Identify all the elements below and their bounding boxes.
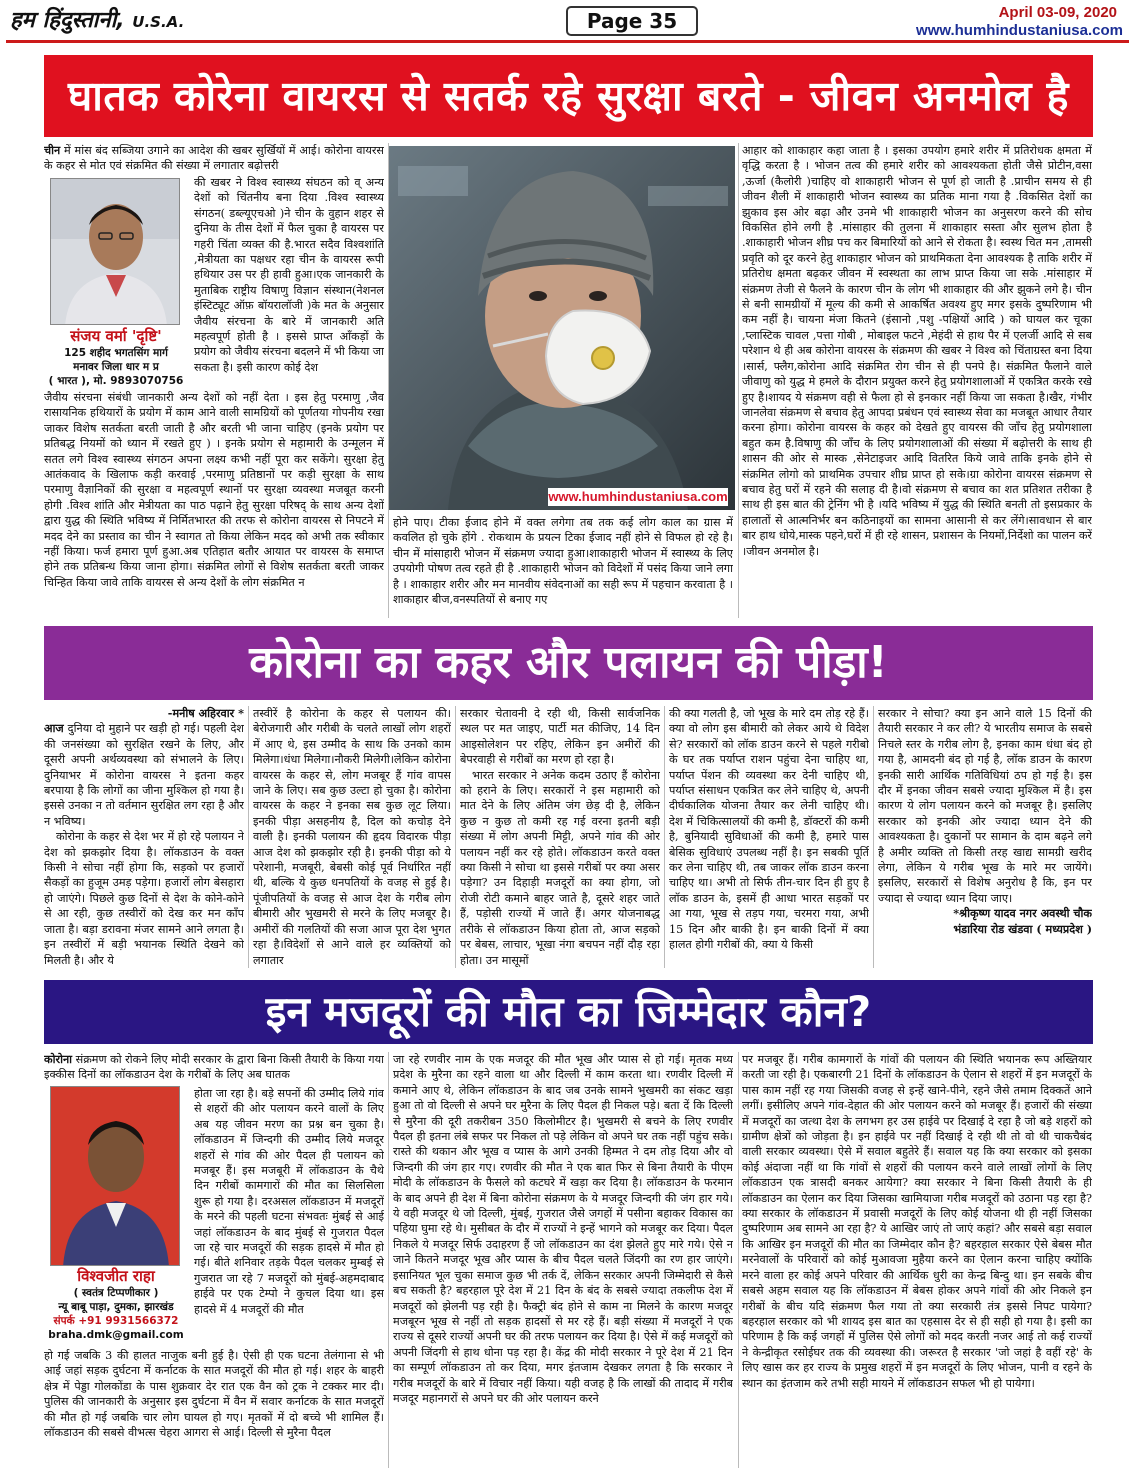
article1-col1-side: [194, 175, 384, 390]
article1-col2-text: होने पाए। टीका ईजाद होने में वक्त लगेगा तब तक कई लोग काल का ग्रास में कवलित हो चुके होंगे . रोकथाम के प्रयत्न टिका ईजाद नहीं होने से विफल हो रहे है।चीन में मांसाहारी भोजन में संक्रमण ज्यादा हुआ।शाकाहारी भोजन में स्वास्थ्य के लिए उपयोगी पोषण तत्व रहते ही है .शाकाहारी भोजन को विदेशों में पसंद किया जाने लगा है । शाकाहार शरीर और मन मानवीय संवेदनाओं का सही रूप में पहचान करवाता है । शाकाहार बीज,वनस्पतियों से बनाए गए: [393, 516, 733, 607]
masthead: [0, 0, 1135, 44]
author1-address-line3: ( भारत ), मो. 9893070756: [48, 375, 184, 387]
column-divider: [455, 706, 456, 968]
author1-address-line2: मनावर जिला धार म प्र: [73, 361, 159, 373]
author1-caption: [44, 326, 188, 386]
article3-col3: [742, 1052, 1092, 1468]
article2-col5-text: सरकार ने सोचा? क्या इन आने वाले 15 दिनों की तैयारी सरकार ने कर ली? ये भारतीय समाज के सबसे निचले स्तर के गरीब लोग है, इनका काम धंधा बंद हो गया है, आमदनी बंद हो गई है, लॉक डाउन के कारण इनकी सारी आर्थिक गतिविधियां ठप हो गई है। इस दौर में इनका जीवन सबसे ज्यादा मुश्किल में है। इस कारण ये लोग पलायन करने को मजबूर है। इसलिए सरकार को इनकी ओर ज्यादा ध्यान देने की आवश्यकता है। दुकानों पर सामान के दाम बढ़ने लगे है अमीर व्यक्ति तो किसी तरह खाद्य सामग्री खरीद लेगा, लेकिन ये गरीब भूख के मारे मर जायेंगे। इसलिए, सरकारों से विशेष अनुरोध है कि, इन पर ज्यादा से ज्यादा ध्यान दिया जाए।: [878, 707, 1092, 905]
article2-col4: [669, 706, 869, 968]
article3-col1-intro: [44, 1052, 384, 1088]
article1-dropword: चीन: [44, 143, 61, 157]
column-divider: [248, 706, 249, 968]
article3-headline: इन मजदूरों की मौत का जिम्मेदार कौन?: [44, 980, 1093, 1044]
newspaper-logo: [10, 4, 184, 34]
author3-email[interactable]: braha.dmk@gmail.com: [48, 1329, 184, 1341]
column-divider: [388, 1052, 389, 1468]
article2-col2-text: तस्वीरें है कोरोना के कहर से पलायन की। बेरोजगारी और गरीबी के चलते लाखों लोग शहरों में आए थे, इस उम्मीद के साथ कि उनको काम मिलेगा।धंधा मिलेगा।नौकरी मिलेगी।लेकिन कोरोना वायरस के कहर से, लोग मजबूर हैं गांव वापस जाने के लिए। सब कुछ उल्टा हो चुका है। कोरोना वायरस के कहर ने इनका सब कुछ लूट लिया। इनकी पीड़ा असहनीय है, दिल को कचोड़ देने वाली है। इनकी पलायन की हृदय विदारक पीड़ा आज देश को झकझोर रही है। इनकी पीड़ा को ये परेशानी, मजबूरी, बेबसी कोई पूर्व निर्धारित नहीं थी, बल्कि ये कुछ धनपतियों के वजह से हुई है। पूंजीपतियों के वजह से आज देश के गरीब लोग बीमारी और भुखमरी से मरने के लिए मजबूर है। अमीरों की गलतियों की सजा आज पूरा देश भुगत रहा है।विदेशों से आने वाले हर व्यक्तियों को लगातार: [253, 707, 451, 967]
article3-col1-side-text: होता जा रहा है। बड़े सपनों की उम्मीद लिये गांव से शहरों की ओर पलायन करने वालों के लिए अब यह जीवन मरण का प्रश्न बन चुका है। लॉकडाउन में जिन्दगी की उम्मीद लिये मजदूर शहरों से गांव की ओर पैदल ही पलायन को मजबूर हैं। इस मजबूरी में लॉकडाउन के चैथे दिन गरीबों कामगारों की मौत का सिलसिला शुरू हो गया है। दरअसल लॉकडाउन में मजदूरों के मरने की पहली घटना संभवतः मुंबई से आई जहां लॉकडाउन के बाद मुंबई से गुजरात पैदल जा रहे चार मजदूरों की सड़क हादसे में मौत हो गई। बीते शनिवार तड़के पैदल चलकर मुम्बई से गुजरात जा रहे 7 मजदूरों को मुंबई-अहमदाबाद हाईवे पर एक टेम्पो ने कुचल दिया था। इस हादसे में 4 मजदूरों की मौत: [194, 1087, 384, 1316]
author3-contact: संपर्क +91 9931566372: [53, 1315, 179, 1327]
author3-role: ( स्वतंत्र टिप्पणीकार ): [73, 1287, 159, 1299]
column-divider: [738, 1052, 739, 1468]
website-url[interactable]: www.humhindustaniusa.com: [916, 22, 1123, 39]
article2-col3: [460, 706, 660, 968]
author1-name: संजय वर्मा 'दृष्टि': [70, 327, 162, 345]
article1-headline: घातक कोरेना वायरस से सतर्क रहे सुरक्षा बरते - जीवन अनमोल है: [44, 55, 1093, 137]
article3-dropword: कोरोना: [44, 1052, 73, 1066]
article3-col1-p2: हो गई जबकि 3 की हालत नाजुक बनी हुई है। ऐसी ही एक घटना तेलंगाना से भी आई जहां सड़क दुर्घटना में कर्नाटक के सात मजदूरों की मौत हो गई। शहर के बाहरी क्षेत्र में पेड्डा गोलकोंडा के पास शुक्रवार देर रात एक वैन को ट्रक ने टक्कर मार दी। पुलिस की जानकारी के अनुसार इस दुर्घटना में वैन में सवार कर्नाटक के सात मजदूरों की मौत हो गई जबकि चार लोग घायल हो गए। मृतकों में दो बच्चे भी शामिल हैं। लॉकडाउन की सबसे वीभत्स चेहरा आगरा से आई। दिल्ली से मुरैना पैदल: [44, 1349, 384, 1440]
article3-col1-bottom: [44, 1348, 384, 1468]
article3-col1-p1: संक्रमण को रोकने लिए मोदी सरकार के द्वारा बिना किसी तैयारी के किया गया इक्कीस दिनों का लॉकडाउन देश के गरीबों के लिए अब घातक: [44, 1053, 384, 1082]
author1-address-line1: 125 शहीद भगतसिंग मार्ग: [64, 347, 168, 359]
article1-col2: [393, 515, 733, 617]
article2-dropword: आज: [44, 721, 64, 736]
issue-date: April 03-09, 2020: [998, 4, 1117, 21]
article2-col2: [253, 706, 451, 968]
article3-col1-side: [194, 1086, 384, 1348]
column-divider: [664, 706, 665, 968]
article1-col1-bottom: [44, 390, 384, 615]
article1-col1-side-text: की खबर ने विश्व स्वास्थ्य संघठन को व् अन्य देशों को चिंतनीय बना दिया .विश्व स्वास्थ्य संगठन( डब्ल्यूएचओ )ने चीन के वुहान शहर से दुनिया के तीस देशों में फैल चुका है वायरस पर गहरी चिंता व्यक्त की है.भारत सदैव विश्वशांति ,मेत्रीयता का पक्षधर रहा चीन के वायरस रूपी हथियार उस पर ही हावी हुआ।एक जानकारी के मुताबिक राष्ट्रीय विषाणु विज्ञान संस्थान(नेशनल इंस्टिट्यूट ऑफ़ बॉयरालॉजी )के मत के अनुसार जैवीय संरचना के बारे में जानकारी अति महत्वपूर्ण होती है । इससे प्राप्त आँकड़ों के प्रयोग को जैवीय संरचना बदलने में भी किया जा सकता है। इसी कारण कोई देश: [194, 176, 384, 374]
article2-credit-line1: *श्रीकृष्ण यादव नगर अवस्थी चौक: [953, 906, 1092, 921]
article1-col1-p1: में मांस बंद सब्जिया उगाने का आदेश की खबर सुर्खियों में आई। कोरोना वायरस के कहर से मोत एवं संक्रमित की संख्या में लगातार बढ़ोत्तरी: [44, 144, 384, 173]
article2-byline: -मनीष अहिरवार *: [167, 706, 244, 720]
page-number: Page 35: [566, 6, 698, 36]
column-divider: [738, 143, 739, 618]
article3-col2: [393, 1052, 733, 1468]
article2-col1: [44, 706, 244, 968]
article2-col5: [878, 706, 1092, 968]
article3-col3-text: पर मजबूर हैं। गरीब कामगारों के गांवों की पलायन की स्थिति भयानक रूप अख्तियार करती जा रही है। एकबारगी 21 दिनों के लॉकडाउन के ऐलान से शहरों में इन मजदूरों के पास काम नहीं रह गया जिसकी वजह से इन्हें खाने-पीने, रहने जैसे तमाम दिक्कतें आने लगीं। इसीलिए अपने गांव-देहात की ओर पलायन करने को मजबूर हैं। हजारों की संख्या में मजदूरों का जत्था देश के लगभग हर उस हाईवे पर दिखाई दे रहा है जो बड़े शहरों को ग्रामीण क्षेत्रों को जोड़ता है। इन हाईवे पर नहीं दिखाई दे रही थी तो वो थी चाकचैबंद वाली सरकार व्यवस्था। ऐसे में सवाल बहुतेरे हैं। सवाल यह कि क्या सरकार को इसका कोई अंदाजा नहीं था कि गांवों से शहरों की पलायन करने वाले लाखों लोगों के लिए लॉकडाउन एक त्रासदी बनकर आयेगा? क्या सरकार ने बिना किसी तैयारी के ही लॉकडाउन का ऐलान कर दिया जिसका खामियाजा गरीब मजदूरों को उठाना पड़ रहा है? क्या सरकार के लॉकडाउन में प्रवासी मजदूरों के लिए कोई योजना थी ही नहीं जिसका दुष्परिणाम अब सामने आ रहा है? ये आखिर जाएं तो जाएं कहां? और सबसे बड़ा सवाल कि आखिर इन मजदूरों की मौत का जिम्मेदार कौन है? बहरहाल सरकार ऐसे बेबस मौत मरनेवालों के परिवारों को कोई मुआवजा मुहैया करने का ऐलान करना चाहिए क्योंकि मरने वाला हर कोई अपने परिवार की आर्थिक धुरी का केन्द्र बिन्दु था। इन सबके बीच सबसे अहम सवाल यह कि लॉकडाउन में बेबस होकर अपने गांवों की ओर निकले इन गरीबों के बीच यदि संक्रमण फैल गया तो क्या सरकारी तंत्र इससे निपट पायेगा? बहरहाल सरकार को भी शायद इस बात का एहसास देर से ही सही हो गया है। इसी का परिणाम है कि कई जगहों में पुलिस ऐसे लोगों को मदद करती नजर आई तो कई राज्यों ने केन्द्रीकृत रसोईघर तक की व्यवस्था की। जरूरत है सरकार 'जो जहां है वहीं रहे' के लिए खास कर हर राज्य के प्रमुख शहरों में इन मजदूरों के लिए भोजन, पानी व रहने के स्थान का इंतजाम करे तभी सही मायने में लॉकडाउन सफल भी हो पायेगा।: [742, 1053, 1092, 1390]
article2-col3-text: सरकार चेतावनी दे रही थी, किसी सार्वजनिक स्थल पर मत जाइए, पार्टी मत कीजिए, 14 दिन आइसोलेशन पर रहिए, लेकिन इन अमीरों की बेपरवाही से गरीबों का मरण हो रहा है।: [460, 707, 660, 767]
author3-name: विश्वजीत राहा: [77, 1267, 155, 1285]
author3-photo: [50, 1086, 180, 1266]
logo-name: हम हिंदुस्तानी,: [10, 8, 125, 33]
article2-col1-p2: कोरोना के कहर से देश भर में हो रहे पलायन ने देश को झकझोर दिया है। लॉकडाउन के वक्त किसी ने सोचा नहीं होगा कि, सड़को पर हजारों सैकड़ों का हुजूम उमड़ पड़ेगा। हजारों लोग बेसहारा हो जाएंगे। पिछले कुछ दिनों से देश के कोने-कोने से आ रही, कुछ तस्वीरों को देख कर मन काँप जाता है। बड़ा डरावना मंजर सामने आने लगता है। इन तस्वीरों में बड़ी भयानक स्थिति देखने को मिलती है। और ये: [44, 830, 244, 967]
article2-headline: कोरोना का कहर और पलायन की पीड़ा!: [44, 626, 1093, 700]
article2-col1-text: दुनिया दो मुहाने पर खड़ी हो गई। पहली देश की जनसंख्या को सुरक्षित रखने के लिए, और दूसरी अपनी अर्थव्यवस्था को संभालने के लिए। दुनियाभर में कोरोना वायरस ने इतना कहर बरपाया है कि लोगों का जीना मुश्किल हो गया है। इससे उनका न तो वर्तमान सुरक्षित लग रहा है और न भविष्य।: [44, 722, 244, 828]
article1-main-photo: [388, 146, 735, 510]
column-divider: [388, 143, 389, 618]
article2-col3-p2: भारत सरकार ने अनेक कदम उठाए हैं कोरोना को हराने के लिए। सरकारों ने इस महामारी को मात देने के लिए अंतिम जंग छेड़ दी है, लेकिन कुछ न कुछ तो कमी रह गई वरना इतनी बड़ी संख्या में लोग अपनी मिट्टी, अपने गांव की ओर पलायन नहीं कर रहे होते। लॉकडाउन करते वक्त क्या किसी ने सोचा था इससे गरीबों पर क्या असर पड़ेगा? उन दिहाड़ी मजदूरों का क्या होगा, जो रोजी रोटी कमाने बाहर जाते है, दूसरे शहर जाते हैं, पड़ोसी राज्यों में जाते हैं। अगर योजनाबद्ध तरीके से लॉकडाउन किया होता तो, आज सड़को पर बेबस, लाचार, भूखा नंगा बचपन नहीं दौड़ रहा होता। उन मासूमों: [460, 768, 660, 967]
column-divider: [873, 706, 874, 968]
author1-portrait-icon: [51, 179, 180, 325]
article1-col3: [742, 143, 1092, 617]
author3-caption: [44, 1266, 188, 1344]
author3-address: न्यू बाबू पाड़ा, दुमका, झारखंड: [58, 1301, 174, 1313]
masked-man-photo-icon: [388, 146, 735, 510]
article2-col4-text: की क्या गलती है, जो भूख के मारे दम तोड़ रहे हैं। क्या वो लोग इस बीमारी को लेकर आये थे विदेश से? सरकारों को लॉक डाउन करने से पहले गरीबो के घर तक पर्याप्त राशन पहुंचा देना चाहिए था, पर्याप्त पेंशन की व्यवस्था कर देनी चाहिए थी, पर्याप्त संसाधन एकत्रित कर लेने चाहिए थे, अपनी दीर्घकालिक योजना तैयार कर लेनी चाहिए थी। देश में चिकित्सालयों की कमी है, डॉक्टरों की कमी है, बुनियादी सुविधाओं की कमी है, हमारे पास बेसिक सुविधाएं उपलब्ध नहीं है। इन सबकी पूर्ति कर लेना चाहिए थी, तब जाकर लॉक डाउन करना चाहिए था। अभी तो सिर्फ तीन-चार दिन ही हुए है लॉक डाउन के, इसमें ही आधा भारत सड़कों पर आ गया, भूख से तड़प गया, चरमरा गया, अभी 15 दिन और बाकी है। इन बाकी दिनों में क्या हालत होगी गरीबों की, क्या ये किसी: [669, 707, 869, 952]
masthead-rule: [6, 40, 1129, 43]
article1-col3-text: आहार को शाकाहार कहा जाता है । इसका उपयोग हमारे शरीर में प्रतिरोधक क्षमता में वृद्धि करता है । भोजन तत्व की हमारे शरीर को आवश्यकता होती जैसे प्रोटीन,वसा ,ऊर्जा (कैलोरी )चाहिए वो शाकाहारी भोजन से पूर्ण हो जाती है .प्राचीन समय से ही जीवन शैली में शाकाहारी भोजन स्वास्थ्य का प्रतिक माना गया है .विकसित देशों का झुकाव इस ओर बढ़ा और उनमे भी शाकाहारी भोजन का अनुसरण करने की सोच विकसित होने लगी है .मांसाहार की तुलना में शाकाहार सस्ता और सुलभ होता है .शाकाहारी भोजन शीघ्र पच कर बिमारियों को आने से रोकता है। स्वस्थ चित मन ,तामसी प्रवृति को दूर करने हेतु शाकाहार भोजन को प्राथमिकता देना आवश्यक है ताकि शरीर में प्रतिरोध क्षमता बढ़कर जीवन में स्वस्थता का लाभ प्राप्त किया जा सके .मांसाहार में संक्रमण तेजी से फैलने के कारण चीन के लोग भी शाकाहार की और झुकने लगे है। चीन से बनी सामग्रीयों में मूल्य की कमी से आकर्षित अवश्य हुए मगर इसके दुष्परिणाम भी कम नहीं है। चायना मंजा कितने (इंसानो ,पशु -पक्षियों आदि ) को घायल कर चूका ,प्लास्टिक चावल ,पत्ता गोबी , मोबाइल फटने ,मेहंदी से हाथ पैर में एलर्जी आदि से सब परेशान थे ही अब कोरोना वायरस के संक्रमण की खबर ने विश्व को चिंताग्रस्त बना दिया ।सार्स, फ्लैग,कोरोना आदि संक्रमित रोग चीन से ही पनपे है। संक्रमित फैलाने वाले जीवाणु को युद्ध मे हमले के दौरान प्रयुक्त करने हेतु प्रयोगशालाओं में एकत्रित करके रखे हुए है।शायद ये संक्रमण वही से फैला हो से इनकार नहीं किया जा सकता है।खैर, गंभीर जानलेवा संक्रमण से बचाव हेतु आपदा प्रबंधन एवं स्वास्थ्य सेवा का मजबूत आधार तैयार करना होगा। कोरोना वायरस के कहर को देखते हुए वायरस की जाँच हेतु प्रयोगशाला बहुत कम है.विषाणु की जाँच के लिए प्रयोगशालाओं की संख्या में बढ़ोत्तरी के साथ ही शासन की ओर से मास्क ,सेनेटाइजर आदि वितरित किये जावे ताकि इनके होने से संक्रमित लोगो को प्राथमिक उपचार शीघ्र प्राप्त हो सके।ग्रा कोरोना वायरस संक्रमण से बचाव हेतु घरों में रहने की सलाह दी है।वो संक्रमण से बचाव का शत प्रतिशत तरीका है साथ ही इस बात की ट्रेनिंग भी है ।यदि भविष्य में युद्ध की स्थिति बनती तो इसप्रकार के हालातों से आत्मनिर्भर बन कठिनाइयों का सामना आसानी से कर लेंगे।सावधान से बार बार हाथ धोये,मास्क पहने,घरों में ही रहे शासन, प्रशासन के नियमों,निर्देशो का पालन करें ।जीवन अनमोल है।: [742, 144, 1092, 558]
author1-photo: [50, 178, 180, 325]
author3-portrait-icon: [51, 1087, 180, 1266]
article2-credit-line2: भंडारिया रोड खंडवा ( मध्यप्रदेश ): [953, 921, 1092, 936]
photo-watermark: www.humhindustaniusa.com: [548, 489, 728, 504]
article1-col1-p2: जैवीय संरचना संबंधी जानकारी अन्य देशों को नहीं देता । इस हेतु परमाणु ,जैव रासायनिक हथियारों के प्रयोग में काम आने वाली सामग्रियों को पूर्णतया गोपनीय रखा जाकर विशेष सतर्कता बरती जाती है और बरती भी जाना चाहिए (इनके प्रयोग पर प्रतिबद्ध नियमों को ध्यान में रखते हुए ) । इनके प्रयोग से महामारी के उन्मूलन में सतत लगे विश्व स्वास्थ्य संगठन अपना लक्ष्य कभी नहीं पूरा कर सकेंगे। सुरक्षा हेतु आतंकवाद के खिलाफ कड़ी करवाई ,परमाणु प्रतिष्ठानों पर कड़ी सुरक्षा के साथ परमाणु वैज्ञानिकों की सुरक्षा व महत्वपूर्ण स्थानों पर सुरक्षा व्यवस्था मजबूत करनी होगी .विश्व शांति और मेत्रीयता का पाठ पढ़ाने हेतु सुरक्षा परिषद् के साथ अन्य देशों द्वारा युद्ध की स्थिति भविष्य में निर्मितभारत की तरफ से कोरोना वायरस से निपटने में मदद देने का प्रस्ताव का चीन ने स्वागत तो किया लेकिन मदद को अभी तक स्वीकार नहीं किया। फर्ज हमारा पूर्ण हुआ.अब एतिहात बतौर आयात पर वायरस के समाप्त होने तक प्रतिबन्ध किया जाना होगा। संक्रमित लोगों से विशेष सतर्कता बरती जाकर चिन्हित किया जावे ताकि वायरस से अन्य देशों के लोग संक्रमित न: [44, 391, 384, 589]
article3-col2-text: जा रहे रणवीर नाम के एक मजदूर की मौत भूख और प्यास से हो गई। मृतक मध्य प्रदेश के मुरैना का रहने वाला था और दिल्ली में काम करता था। रणवीर दिल्ली में कमाने आए थे, लेकिन लॉकडाउन के बाद जब उनके सामने भुखमरी का संकट खड़ा हुआ तो वो दिल्ली से अपने घर मुरैना के लिए पैदल ही निकल पड़े। बता दें कि दिल्ली से मुरैना की दूरी तकरीबन 350 किलोमीटर है। भुखमरी से बचने के लिए रणवीर पैदल ही इतना लंबे सफर पर निकल तो पड़े लेकिन वो अपने घर तक नहीं पहुंच सके। रास्ते की थकान और भूख व प्यास के आगे उनकी हिम्मत ने दम तोड़ दिया और वो जिन्दगी की जंग हार गए। रणवीर की मौत ने एक बात फिर से बिना तैयारी के पीएम मोदी के लॉकडाउन के फैसले को कटघरे में खड़ा कर दिया है। लॉकडाउन के फरमान के बाद अपने ही देश में बिना कोरोना संक्रमण के ये मजदूर जिन्दगी की जंग हार गये। ये वही मजदूर थे जो दिल्ली, मुंबई, गुजरात जैसे जगहों में पसीना बहाकर विकास का पहिया घुमा रहे थे। मुसीबत के दौर में राज्यों ने इन्हें भागने को मजबूर कर दिया। पैदल निकले ये मजदूर सिर्फ उदाहरण हैं जो लॉकडाउन का दंश झेलते हुए मारे गये। ऐसे न जाने कितने मजदूर भूख और प्यास के बीच पैदल चलते जिंदगी का रण हार जाएंगे। इसानियत भूल चुका समाज कुछ भी तर्क दें, लेकिन सरकार अपनी जिम्मेदारी से कैसे बच सकती है? बहरहाल पूरे देश में 21 दिन के बंद के सबसे ज्यादा तकलीफ देश में मजदूरों को झेलनी पड़ रही है। फैक्ट्री बंद होने से काम ना मिलने के कारण मजदूर मजबूरन भूख से नहीं तो सड़क हादसों से मर रहे हैं। बड़ी संख्या में मजदूरों ने एक राज्य से दूसरे राज्यों अपनी घर की तरफ पलायन कर दिया है। ऐसे में कई मजदूरों को अपनी जिंदगी से हाथ धोना पड़ रहा है। केंद्र की मोदी सरकार ने पूरे देश में 21 दिन का सम्पूर्ण लॉकडाउन तो कर दिया, मगर इंतजाम देखकर लगता है कि सरकार ने गरीब मजदूरों के बारे में विचार नहीं किया। यही वजह है कि लाखों की तादाद में गरीब मजदूर महानगरों से अपने घर की ओर पलायन करने: [393, 1053, 733, 1405]
logo-usa: U.S.A.: [132, 13, 185, 31]
